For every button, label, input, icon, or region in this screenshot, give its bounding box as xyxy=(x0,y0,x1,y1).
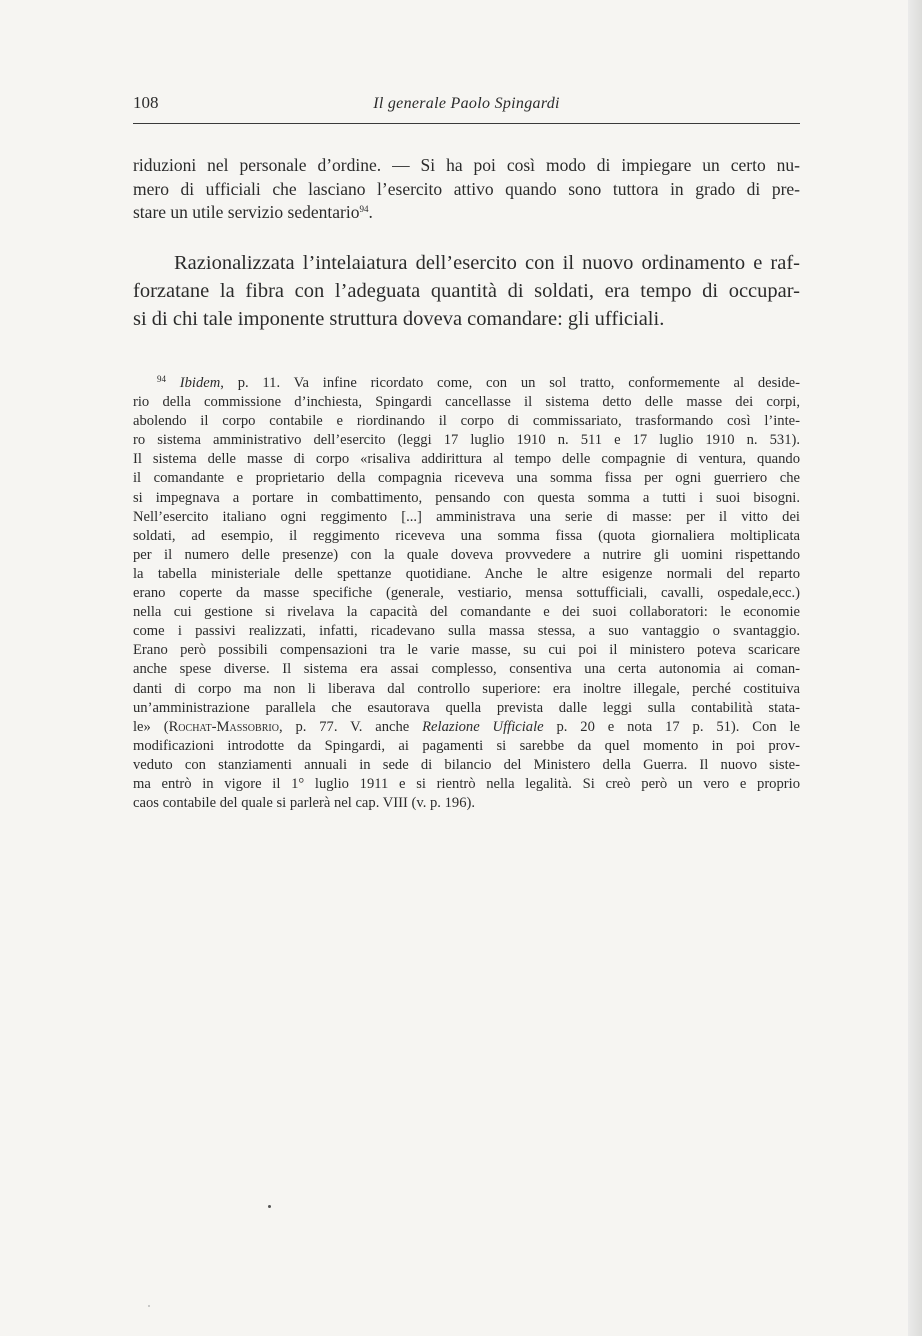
text-fragment: , p. 11. Va infine ricordato come, con un sol tratto, conformemente al deside- xyxy=(220,375,800,391)
text-line xyxy=(133,718,800,737)
running-title: Il generale Paolo Spingardi xyxy=(373,95,560,112)
document-title-italic: Relazione Ufficiale xyxy=(422,718,544,735)
text-fragment: le» ( xyxy=(133,718,169,735)
text-line: un’amministrazione parallela che esautorava quella prevista dalle leggi sulla contabilità stata- xyxy=(133,699,800,716)
text-fragment: , p. 77. V. anche xyxy=(278,718,423,735)
text-line: erano coperte da masse specifiche (generale, vestiario, mensa sottufficiali, cavalli, ospedale,ecc.) xyxy=(133,585,800,602)
text-line: il comandante e proprietario della compagnia riceveva una somma fissa per ogni guerriero che xyxy=(133,470,800,487)
text-line: modificazioni introdotte da Spingardi, ai pagamenti si sarebbe da quel momento in poi prov- xyxy=(133,737,800,754)
main-paragraph xyxy=(133,249,800,333)
header-rule xyxy=(133,123,800,124)
page-header xyxy=(133,93,800,123)
text-line: Erano però possibili compensazioni tra le varie masse, su cui poi il ministero poteva scaricare xyxy=(133,642,800,659)
footnote-94 xyxy=(133,374,800,813)
text-line: si impegnava a portare in combattimento, pensando con questa somma a tutti i suoi bisogni. xyxy=(133,489,800,506)
text-line: si di chi tale imponente struttura doveva comandare: gli ufficiali. xyxy=(133,308,665,330)
text-line xyxy=(133,201,800,225)
text-line: ma entrò in vigore il 1° luglio 1911 e si rientrò nella legalità. Si creò però un vero e proprio xyxy=(133,775,800,792)
text-line: riduzioni nel personale d’ordine. — Si ha poi così modo di impiegare un certo nu- xyxy=(133,155,800,175)
text-line: come i passivi realizzati, infatti, ricadevano sulla massa stessa, a suo vantaggio o svantaggio. xyxy=(133,623,800,640)
footnote-number: 94 xyxy=(157,374,166,384)
text-line xyxy=(133,374,800,393)
text-line: rio della commissione d’inchiesta, Spingardi cancellasse il sistema detto delle masse dei corpi, xyxy=(133,394,800,411)
text-line: la tabella ministeriale delle spettanze quotidiane. Anche le altre esigenze normali del reparto xyxy=(133,565,800,582)
print-speck xyxy=(148,1305,150,1307)
text-line: nella cui gestione si rivelava la capacità del comandante e dei suoi collaboratori: le economie xyxy=(133,604,800,621)
text-line: anche spese diverse. Il sistema era assai complesso, consentiva una certa autonomia ai coman- xyxy=(133,661,800,678)
text-line: danti di corpo ma non li liberava dal controllo superiore: era inoltre illegale, perché costituiva xyxy=(133,680,800,697)
text-fragment: stare un utile servizio sedentario xyxy=(133,202,360,222)
text-line: mero di ufficiali che lasciano l’esercito attivo quando sono tuttora in grado di pre- xyxy=(133,178,800,199)
text-line: Nell’esercito italiano ogni reggimento [...] amministrava una serie di masse: per il vitto dei xyxy=(133,508,800,525)
text-line: forzatane la fibra con l’adeguata quantità di soldati, era tempo di occupar- xyxy=(133,280,800,302)
page-edge-shadow xyxy=(908,0,922,1336)
footnote-reference: 94 xyxy=(359,204,369,214)
text-line: Il sistema delle masse di corpo «risaliva addirittura al tempo delle compagnie di ventura, quando xyxy=(133,451,800,468)
page-number: 108 xyxy=(133,93,159,112)
ibidem-italic: Ibidem xyxy=(179,375,221,391)
text-line: ro sistema amministrativo dell’esercito (leggi 17 luglio 1910 n. 511 e 17 luglio 1910 n. 531). xyxy=(133,432,800,449)
body-paragraph-continued xyxy=(133,154,800,225)
text-line: Razionalizzata l’intelaiatura dell’esercito con il nuovo ordinamento e raf- xyxy=(174,252,800,274)
text-line: per il numero delle presenze) con la quale doveva provvedere a nutrire gli uomini rispettando xyxy=(133,546,800,563)
text-fragment: . xyxy=(368,202,373,222)
text-line: abolendo il corpo contabile e riordinando il corpo di commissariato, trasformando così l’inte- xyxy=(133,413,800,430)
text-fragment: p. 20 e nota 17 p. 51). Con le xyxy=(543,718,801,735)
author-small-caps: Rochat-Massobrio xyxy=(168,718,279,735)
text-line: veduto con stanziamenti annuali in sede di bilancio del Ministero della Guerra. Il nuovo siste- xyxy=(133,756,800,773)
text-line: caos contabile del quale si parlerà nel cap. VIII (v. p. 196). xyxy=(133,795,476,812)
text-line: soldati, ad esempio, il reggimento riceveva una somma fissa (quota giornaliera moltiplicata xyxy=(133,527,800,544)
print-speck xyxy=(268,1205,271,1208)
